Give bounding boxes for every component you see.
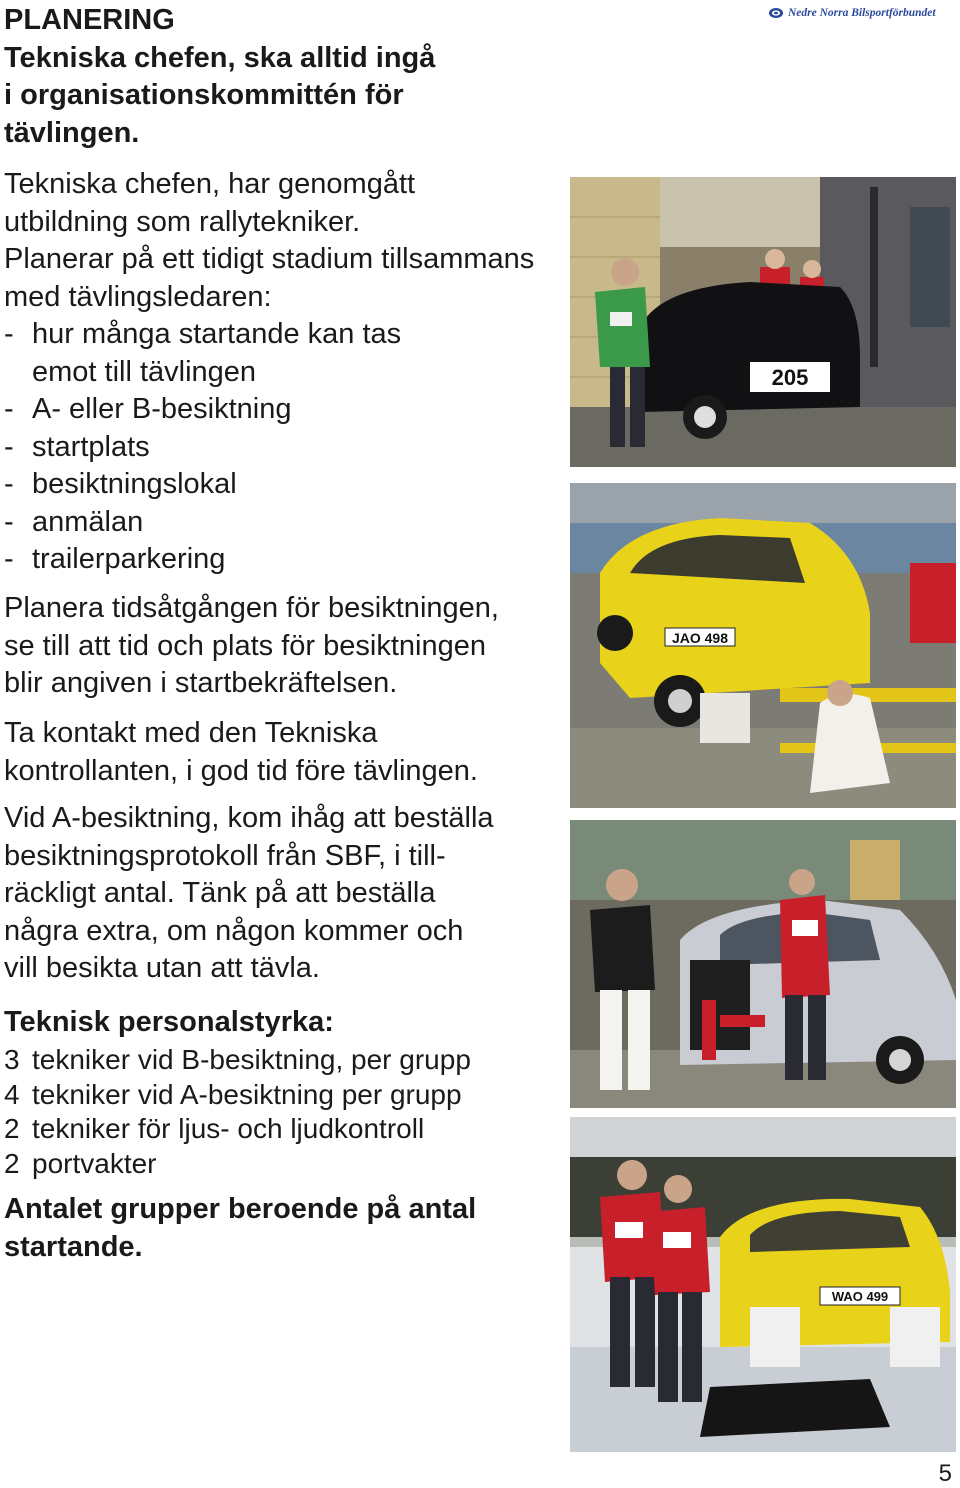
intro-line: i organisationskommittén för (4, 79, 404, 111)
paragraph-line: Vid A-besiktning, kom ihåg att beställa (4, 802, 494, 834)
list-item: - hur många startande kan tas (4, 318, 402, 350)
paragraph-line: några extra, om någon kommer och (4, 914, 464, 947)
staff-list (4, 1043, 471, 1181)
staff-row: 2 tekniker för ljus- och ljudkontroll (4, 1113, 425, 1144)
crest-icon (768, 7, 784, 19)
planning-paragraph (4, 166, 534, 579)
page-title: PLANERING (4, 4, 175, 36)
plate-number: 205 (771, 365, 809, 390)
page-number: 5 (938, 1460, 952, 1487)
logo-text: Nedre Norra Bilsportförbundet (788, 7, 936, 19)
contact-paragraph (4, 715, 478, 790)
staff-heading: Teknisk personalstyrka: (4, 1006, 334, 1038)
staff-row: 3 tekniker vid B-besiktning, per grupp (4, 1044, 471, 1075)
intro-line: tävlingen. (4, 116, 140, 149)
closing-statement (4, 1191, 476, 1266)
paragraph-line: räckligt antal. Tänk på att beställa (4, 877, 436, 909)
photo-yellow-car-lift (570, 483, 956, 808)
staff-row: 2 portvakter (4, 1147, 157, 1179)
list-item: - besiktningslokal (4, 468, 237, 500)
plate-number: WAO 499 (831, 1289, 889, 1304)
paragraph-line: Tekniska chefen, har genomgått (4, 168, 416, 200)
paragraph-line: besiktningsprotokoll från SBF, i till- (4, 839, 446, 872)
paragraph-line: startande. (4, 1230, 143, 1263)
intro-line: Tekniska chefen, ska alltid ingå (4, 41, 436, 74)
federation-logo (768, 3, 958, 23)
paragraph-line: Antalet grupper beroende på antal (4, 1193, 477, 1225)
paragraph-line: se till att tid och plats för besiktningen (4, 629, 486, 662)
list-item: - trailerparkering (4, 543, 226, 575)
paragraph-line: vill besikta utan att tävla. (4, 952, 320, 984)
paragraph-line: blir angiven i startbekräftelsen. (4, 667, 398, 699)
inspection-paragraph (4, 800, 494, 988)
paragraph-line: utbildning som rallytekniker. (4, 205, 361, 238)
plate-number: JAO 498 (671, 630, 729, 646)
paragraph-line: Planera tidsåtgången för besiktningen, (4, 592, 499, 624)
list-item: - startplats (4, 430, 150, 463)
paragraph-line: Ta kontakt med den Tekniska (4, 717, 378, 749)
staff-row: 4 tekniker vid A-besiktning per grupp (4, 1078, 462, 1110)
photo-garage-black-car (570, 177, 956, 467)
time-planning-paragraph (4, 590, 499, 703)
list-item: - anmälan (4, 505, 144, 538)
paragraph-line: kontrollanten, i god tid före tävlingen. (4, 754, 478, 787)
paragraph-line: med tävlingsledaren: (4, 280, 272, 313)
page-title-block (4, 2, 435, 152)
photo-silver-car (570, 820, 956, 1108)
list-item-continuation: emot till tävlingen (32, 355, 257, 388)
list-item: - A- eller B-besiktning (4, 393, 292, 425)
paragraph-line: Planerar på ett tidigt stadium tillsammans (4, 243, 535, 275)
photo-outdoor-yellow-car (570, 1117, 956, 1452)
